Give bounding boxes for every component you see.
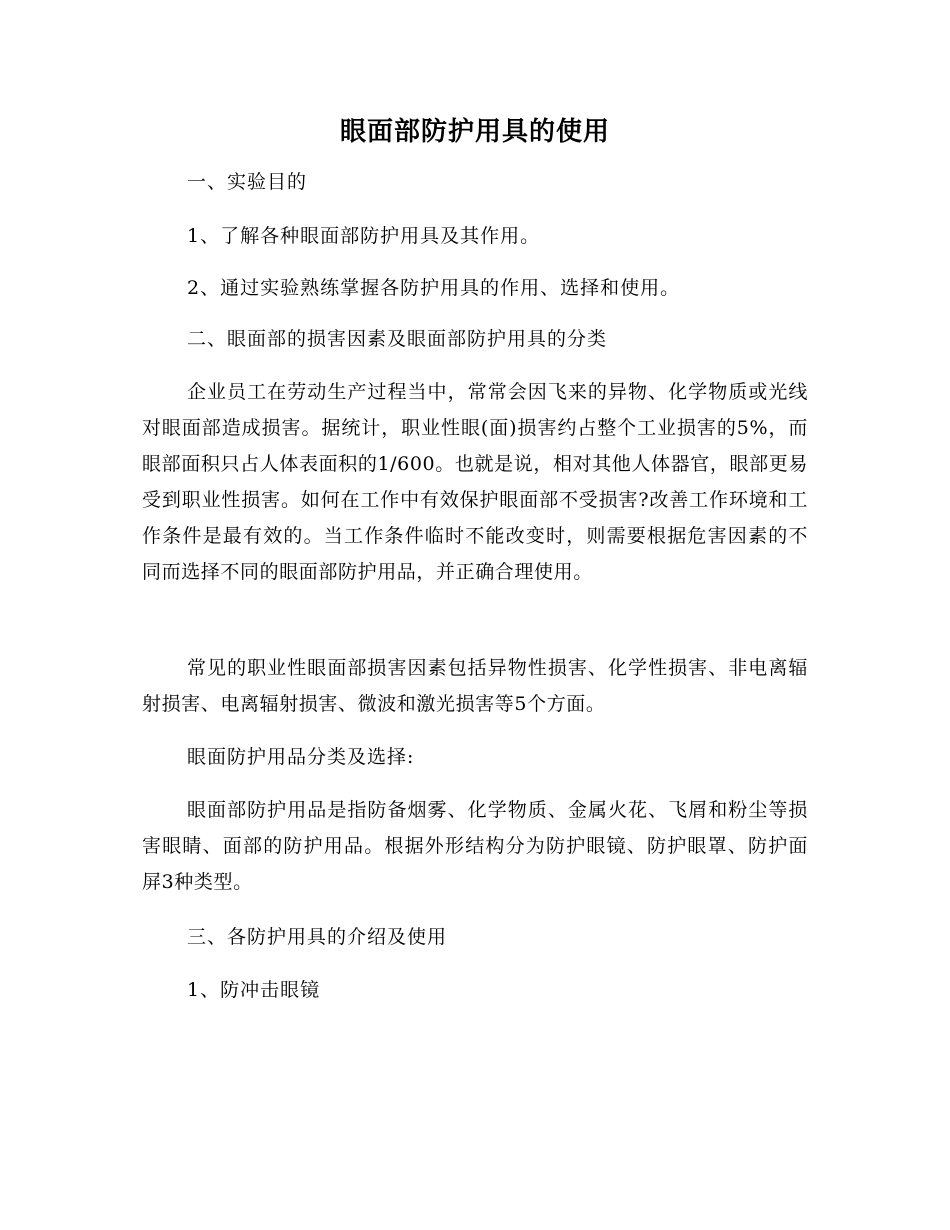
document-title: 眼面部防护用具的使用 <box>339 117 610 147</box>
section1-item-2: 2、通过实验熟练掌握各防护用具的作用、选择和使用。 <box>187 277 681 299</box>
section3-heading: 三、各防护用具的介绍及使用 <box>187 926 448 948</box>
section3-item-1: 1、防冲击眼镜 <box>187 979 321 1001</box>
section2-paragraph-3: 眼面部防护用品是指防备烟雾、化学物质、金属火花、飞屑和粉尘等损害眼睛、面部的防护用品。根据外形结构分为防护眼镜、防护眼罩、防护面屏3种类型。 <box>142 799 808 893</box>
section2-paragraph-1: 企业员工在劳动生产过程当中，常常会因飞来的异物、化学物质或光线对眼面部造成损害。据统计，职业性眼(面)损害约占整个工业损害的5%，而眼部面积只占人体表面积的1/600。也就是说，相对其他人体器官，眼部更易受到职业性损害。如何在工作中有效保护眼面部不受损害?改善工作环境和工作条件是最有效的。当工作条件临时不能改变时，则需要根据危害因素的不同而选择不同的眼面部防护用品，并正确合理使用。 <box>142 381 809 583</box>
section1-heading: 一、实验目的 <box>187 171 308 193</box>
section2-heading: 二、眼面部的损害因素及眼面部防护用具的分类 <box>187 328 608 350</box>
section2-subheading: 眼面防护用品分类及选择: <box>187 746 415 768</box>
section2-paragraph-2: 常见的职业性眼面部损害因素包括异物性损害、化学性损害、非电离辐射损害、电离辐射损害、微波和激光损害等5个方面。 <box>142 657 808 715</box>
section1-item-1: 1、了解各种眼面部防护用具及其作用。 <box>187 225 541 247</box>
